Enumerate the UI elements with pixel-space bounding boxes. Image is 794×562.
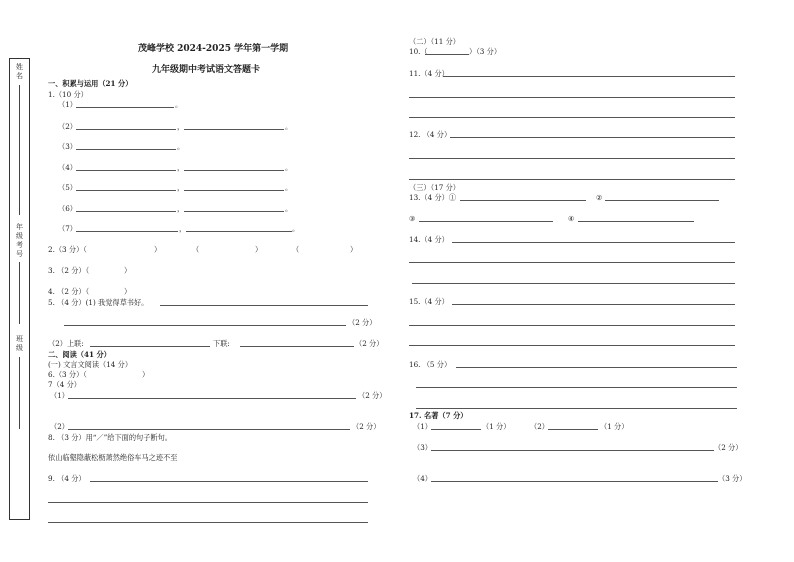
exam-no-field[interactable] <box>19 262 20 324</box>
q1-row-6-blank-a[interactable] <box>76 211 176 212</box>
q13-blank-1[interactable] <box>460 200 586 201</box>
q7-label: 7（4 分） <box>48 380 81 389</box>
q1-row-7-blank-b[interactable] <box>186 231 292 232</box>
q17-1-score: （1 分） <box>482 422 511 431</box>
period: 。 <box>285 204 293 213</box>
q11-label: 11.（4 分） <box>409 69 449 78</box>
q15-label: 15.（4 分） <box>409 297 449 306</box>
q6-paren-close: ） <box>142 370 150 379</box>
q1-row-7-label: （7） <box>58 224 77 233</box>
q7-2-answer-line[interactable] <box>68 429 350 430</box>
q2-paren-close-1: ） <box>154 245 162 254</box>
q16-answer-line-3[interactable] <box>416 408 737 409</box>
q8-sentence: 依山临壑隐蔽松枥萧然绝俗车马之迹不至 <box>48 453 178 462</box>
class-field[interactable] <box>19 357 20 429</box>
q14-answer-line-3[interactable] <box>412 283 735 284</box>
q15-answer-line-2[interactable] <box>409 325 735 326</box>
q17-2-label: （2） <box>530 422 549 431</box>
q1-row-5-blank-b[interactable] <box>184 190 284 191</box>
q10-blank[interactable] <box>425 54 469 55</box>
comma: ， <box>177 163 185 172</box>
q14-answer-line-2[interactable] <box>409 262 735 263</box>
q2-paren-open-2: （ <box>192 245 200 254</box>
q13-blank-2[interactable] <box>605 200 719 201</box>
q1-row-3-blank[interactable] <box>76 149 176 150</box>
q5b-score: （2 分） <box>355 339 384 348</box>
q11-answer-line-2[interactable] <box>409 97 735 98</box>
subsection-2-heading: （二）（11 分） <box>409 37 460 46</box>
comma: ， <box>177 183 185 192</box>
exam-no-label: 年 级 考 号 <box>16 223 23 258</box>
comma: ， <box>177 122 185 131</box>
q9-answer-line-1[interactable] <box>90 481 368 482</box>
q13-label: 13.（4 分）① <box>409 193 457 202</box>
q16-label: 16. （5 分） <box>409 360 452 369</box>
q9-label: 9. （4 分） <box>48 474 86 483</box>
q9-answer-line-3[interactable] <box>48 522 368 523</box>
q1-row-6-label: （6） <box>58 204 77 213</box>
q15-answer-line-3[interactable] <box>409 345 735 346</box>
q14-answer-line-1[interactable] <box>452 242 735 243</box>
student-info-strip <box>9 58 30 520</box>
q17-1-blank[interactable] <box>431 429 481 430</box>
q4-paren-close: ） <box>124 287 132 296</box>
q13-blank-3[interactable] <box>419 221 553 222</box>
q1-row-1-blank[interactable] <box>76 107 174 108</box>
comma: ， <box>179 224 187 233</box>
q12-answer-line-2[interactable] <box>409 158 735 159</box>
section-1-heading: 一、积累与运用（21 分） <box>48 79 133 88</box>
q10-tail: ）（3 分） <box>469 47 502 56</box>
q13-circle-4: ④ <box>568 214 575 223</box>
period: 。 <box>292 224 300 233</box>
period: 。 <box>285 122 293 131</box>
q1-row-5-blank-a[interactable] <box>76 190 176 191</box>
q1-row-3-label: （3） <box>58 142 77 151</box>
q5-answer-line-1[interactable] <box>160 305 368 306</box>
q17-4-score: （3 分） <box>718 474 747 483</box>
q17-2-score: （1 分） <box>600 422 629 431</box>
class-label: 班 级 <box>16 335 23 352</box>
q13-blank-4[interactable] <box>578 221 694 222</box>
q7-1-label: （1） <box>50 391 69 400</box>
q16-answer-line-2[interactable] <box>416 387 737 388</box>
q2-paren-open-3: （ <box>292 245 300 254</box>
q17-4-label: （4） <box>413 474 432 483</box>
period: 。 <box>285 183 293 192</box>
subsection-3-heading: （三）（17 分） <box>409 183 460 192</box>
q1-row-6-blank-b[interactable] <box>184 211 284 212</box>
q7-2-score: （2 分） <box>352 422 381 431</box>
q2-paren-close-2: ） <box>255 245 263 254</box>
q1-row-4-blank-a[interactable] <box>76 170 176 171</box>
q9-answer-line-2[interactable] <box>48 502 368 503</box>
q1-row-2-blank-a[interactable] <box>76 129 176 130</box>
subsection-1-heading: (一) 文言文阅读（14 分） <box>48 360 133 369</box>
period: 。 <box>285 163 293 172</box>
q1-row-1-label: （1） <box>58 100 77 109</box>
q3-label: 3. （2 分）（ <box>48 266 90 275</box>
q5b-lower-blank[interactable] <box>240 346 354 347</box>
q17-3-score: （2 分） <box>714 443 743 452</box>
q13-circle-3: ③ <box>409 214 416 223</box>
comma: ， <box>177 204 185 213</box>
sheet-title: 九年级期中考试语文答题卡 <box>152 65 261 75</box>
q1-row-4-blank-b[interactable] <box>184 170 284 171</box>
q16-answer-line-1[interactable] <box>456 367 737 368</box>
q1-row-2-blank-b[interactable] <box>184 129 284 130</box>
q7-2-label: （2） <box>50 422 69 431</box>
q5b-lower-label: 下联: <box>213 339 230 348</box>
q8-label: 8. （3 分）用“／”给下面的句子断句。 <box>48 433 172 442</box>
q5b-upper-label: （2）上联: <box>48 339 84 348</box>
name-field[interactable] <box>19 85 20 215</box>
q5b-upper-blank[interactable] <box>90 346 210 347</box>
q12-answer-line-1[interactable] <box>450 137 735 138</box>
q2-label: 2.（3 分）（ <box>48 245 87 254</box>
q10-label: 10.（ <box>409 47 428 56</box>
q17-3-label: （3） <box>413 443 432 452</box>
q2-paren-close-3: ） <box>350 245 358 254</box>
q11-answer-line-3[interactable] <box>409 117 735 118</box>
period: 。 <box>177 142 185 151</box>
name-label: 姓 名 <box>16 63 23 80</box>
q12-label: 12. （4 分） <box>409 130 452 139</box>
q3-paren-close: ） <box>124 266 132 275</box>
q7-1-answer-line[interactable] <box>68 398 356 399</box>
q14-label: 14.（4 分） <box>409 235 449 244</box>
section-2-heading: 二、阅读（41 分） <box>48 350 111 359</box>
q1-row-4-label: （4） <box>58 163 77 172</box>
q1-label: 1.（10 分） <box>48 90 88 99</box>
q1-row-5-label: （5） <box>58 183 77 192</box>
q6-label: 6.（3 分）（ <box>48 370 87 379</box>
q5-score: （2 分） <box>348 318 377 327</box>
q5-answer-line-2[interactable] <box>64 325 346 326</box>
q5-label: 5. （4 分）(1) 我觉得草书好。 <box>48 298 149 307</box>
q17-heading: 17. 名著（7 分） <box>409 411 468 420</box>
q17-4-blank[interactable] <box>431 481 718 482</box>
q15-answer-line-1[interactable] <box>452 304 735 305</box>
q17-1-label: （1） <box>413 422 432 431</box>
q11-answer-line-1[interactable] <box>443 76 735 77</box>
q4-label: 4. （2 分）（ <box>48 287 90 296</box>
q7-1-score: （2 分） <box>358 391 387 400</box>
q17-2-blank[interactable] <box>548 429 598 430</box>
q12-answer-line-3[interactable] <box>409 179 735 180</box>
school-term-title: 茂峰学校 2024-2025 学年第一学期 <box>138 44 289 54</box>
q17-3-blank[interactable] <box>431 450 714 451</box>
period: 。 <box>175 100 183 109</box>
q1-row-2-label: （2） <box>58 122 77 131</box>
q1-row-7-blank-a[interactable] <box>76 231 178 232</box>
q13-circle-2: ② <box>596 193 603 202</box>
